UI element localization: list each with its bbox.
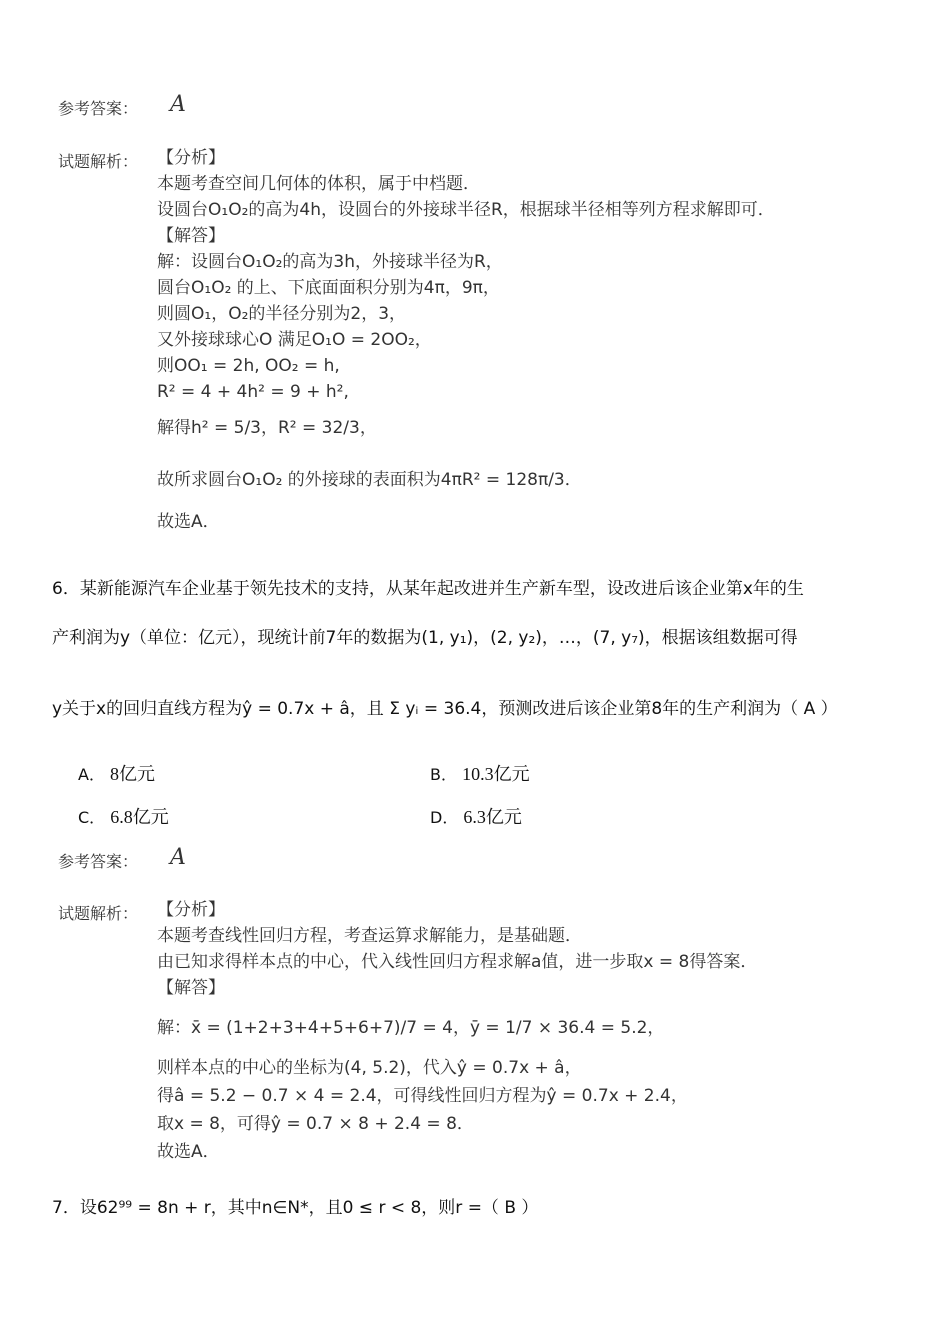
analysis-label-2: 试题解析：	[58, 904, 139, 923]
sol2-line-1: 本题考查线性回归方程，考查运算求解能力，是基础题．	[157, 926, 582, 946]
q7-number: 7．	[52, 1198, 80, 1218]
option-a-text: 8亿元	[110, 764, 156, 784]
q7-text: 设62⁹⁹ = 8n + r，其中n∈N*，且0 ≤ r < 8，则r =（ B ）	[79, 1198, 539, 1218]
sol1-line-6: 则圆O₁，O₂的半径分别为2，3，	[157, 304, 407, 324]
answer-value-1: A	[170, 92, 186, 117]
solution-block-2	[157, 897, 757, 1165]
sol1-line-2: 设圆台O₁O₂的高为4h，设圆台的外接球半径R，根据球半径相等列方程求解即可．	[157, 200, 775, 220]
analysis-label-1: 试题解析：	[58, 152, 139, 171]
sol1-line-0: 【分析】	[157, 148, 225, 168]
q6-option-a[interactable]	[78, 760, 155, 786]
answer-label-2: 参考答案：	[58, 852, 139, 871]
q6-line1	[52, 574, 804, 599]
answer-label-1: 参考答案：	[58, 99, 139, 118]
solution-block-1	[157, 145, 775, 535]
option-d-text: 6.3亿元	[463, 807, 522, 827]
sol1-line-10: 解得h² = 5/3，R² = 32/3，	[157, 418, 377, 438]
sol2-line-8: 故选A．	[157, 1142, 220, 1162]
q6-number: 6．	[52, 579, 80, 599]
q6-line2: 产利润为y（单位：亿元），现统计前7年的数据为(1, y₁)，(2, y₂)，…，(7, y₇)，根据该组数据可得	[52, 628, 798, 648]
sol2-line-0: 【分析】	[157, 900, 225, 920]
sol1-line-8: 则OO₁ = 2h, OO₂ = h,	[157, 356, 340, 376]
sol1-line-7: 又外接球球心O 满足O₁O = 2OO₂，	[157, 330, 432, 350]
sol1-line-5: 圆台O₁O₂ 的上、下底面面积分别为4π，9π，	[157, 278, 500, 298]
sol1-line-11: 故所求圆台O₁O₂ 的外接球的表面积为4πR² = 128π/3．	[157, 470, 582, 490]
sol1-line-12: 故选A．	[157, 512, 220, 532]
sol1-line-1: 本题考查空间几何体的体积，属于中档题．	[157, 174, 480, 194]
answer-value-2: A	[170, 845, 186, 870]
option-c-key: C．	[78, 808, 106, 827]
sol2-line-6: 得â = 5.2 − 0.7 × 4 = 2.4，可得线性回归方程为ŷ = 0.7x + 2.4，	[157, 1086, 688, 1106]
q6-option-d[interactable]	[430, 803, 522, 829]
q6-line3: y关于x的回归直线方程为ŷ = 0.7x + â，且 Σ yᵢ = 36.4，预测改进后该企业第8年的生产利润为（ A ）	[52, 699, 838, 719]
q7-line	[52, 1193, 538, 1218]
option-a-key: A．	[78, 765, 105, 784]
option-d-key: D．	[430, 808, 459, 827]
option-b-key: B．	[430, 765, 457, 784]
sol1-line-4: 解：设圆台O₁O₂的高为3h，外接球半径为R，	[157, 252, 503, 272]
sol1-line-3: 【解答】	[157, 226, 225, 246]
q6-option-b[interactable]	[430, 760, 530, 786]
option-c-text: 6.8亿元	[110, 807, 169, 827]
sol2-line-4: 解：x̄ = (1+2+3+4+5+6+7)/7 = 4，ȳ = 1/7 × 36.4 = 5.2，	[157, 1018, 665, 1038]
q6-text-1: 某新能源汽车企业基于领先技术的支持，从某年起改进并生产新车型，设改进后该企业第x年的生	[79, 579, 804, 599]
sol2-line-7: 取x = 8，可得ŷ = 0.7 × 8 + 2.4 = 8．	[157, 1114, 474, 1134]
sol2-line-2: 由已知求得样本点的中心，代入线性回归方程求解a值，进一步取x = 8得答案．	[157, 952, 758, 972]
option-b-text: 10.3亿元	[462, 764, 530, 784]
sol2-line-5: 则样本点的中心的坐标为(4, 5.2)，代入ŷ = 0.7x + â，	[157, 1058, 582, 1078]
q6-option-c[interactable]	[78, 803, 169, 829]
sol1-line-9: R² = 4 + 4h² = 9 + h²,	[157, 382, 349, 402]
sol2-line-3: 【解答】	[157, 978, 225, 998]
